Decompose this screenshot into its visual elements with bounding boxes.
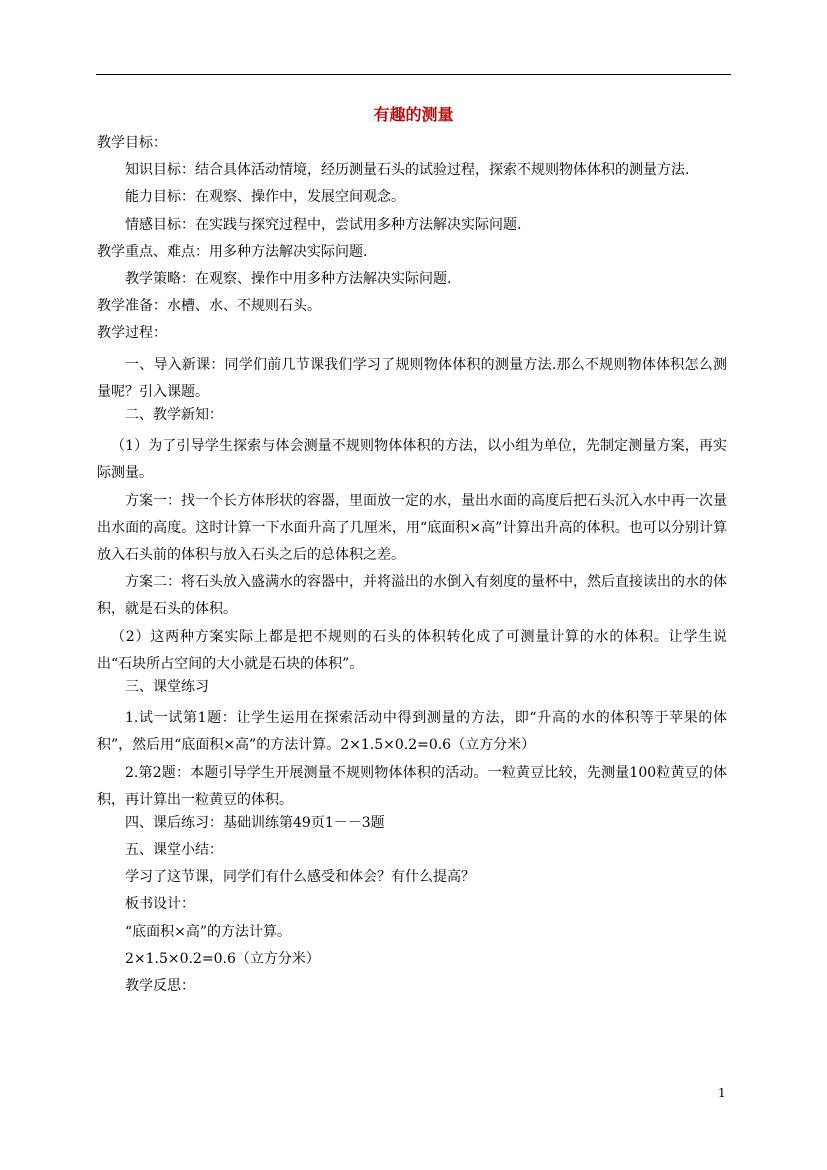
- reflection-heading: 教学反思：: [125, 978, 195, 995]
- practice-heading: 三、课堂练习: [125, 678, 209, 695]
- homework-line: 四、课后练习：基础训练第49页1－－3题: [125, 814, 385, 831]
- exercise-one-paragraph: 1.试一试第1题：让学生运用在探索活动中得到测量的方法，即“升高的水的体积等于苹果的体积”，然后用“底面积×高”的方法计算。2×1.5×0.2=0.6（立方分米）: [97, 710, 727, 754]
- summary-text: 学习了这节课，同学们有什么感受和体会？有什么提高？: [125, 869, 475, 886]
- summary-heading: 五、课堂小结：: [125, 842, 223, 859]
- key-points: 教学重点、难点：用多种方法解决实际问题.: [97, 243, 368, 260]
- document-body: [97, 134, 727, 1004]
- plan-two-paragraph: 方案二：将石头放入盛满水的容器中，并将溢出的水倒入有刻度的量杯中，然后直接读出的水的体积，就是石头的体积。: [97, 574, 727, 618]
- plan-one-paragraph: 方案一：找一个长方体形状的容器，里面放一定的水，量出水面的高度后把石头沉入水中再一次量出水面的高度。这时计算一下水面升高了几厘米，用“底面积×高”计算出升高的体积。也可以分别计算放入石头前的体积与放入石头之后的总体积之差。: [97, 492, 727, 563]
- board-design-heading: 板书设计：: [125, 896, 195, 913]
- exercise-two-paragraph: 2.第2题：本题引导学生开展测量不规则物体体积的活动。一粒黄豆比较，先测量100粒黄豆的体积，再计算出一粒黄豆的体积。: [97, 764, 727, 808]
- teaching-process-heading: 教学过程：: [97, 325, 167, 342]
- teaching-strategy: 教学策略：在观察、操作中用多种方法解决实际问题.: [125, 270, 452, 287]
- ability-goal: 能力目标：在观察、操作中，发展空间观念。: [125, 189, 405, 206]
- teaching-preparation: 教学准备：水槽、水、不规则石头。: [97, 298, 321, 315]
- page-number: 1: [718, 1086, 726, 1100]
- board-formula: 2×1.5×0.2=0.6（立方分米）: [125, 950, 320, 967]
- knowledge-goal: 知识目标：结合具体活动情境，经历测量石头的试验过程，探索不规则物体体积的测量方法.: [125, 162, 690, 179]
- board-formula-label: “底面积×高”的方法计算。: [125, 923, 292, 940]
- conversion-paragraph: （2）这两种方案实际上都是把不规则的石头的体积转化成了可测量计算的水的体积。让学生说出“石块所占空间的大小就是石块的体积”。: [97, 628, 727, 672]
- emotion-goal: 情感目标：在实践与探究过程中，尝试用多种方法解决实际问题.: [125, 216, 522, 233]
- method-intro-paragraph: （1）为了引导学生探索与体会测量不规则物体体积的方法，以小组为单位，先制定测量方案，再实际测量。: [97, 438, 727, 482]
- intro-paragraph: 一、导入新课：同学们前几节课我们学习了规则物体体积的测量方法.那么不规则物体体积怎么测量呢？引入课题。: [97, 356, 727, 400]
- new-knowledge-heading: 二、教学新知：: [125, 406, 223, 423]
- document-title: 有趣的测量: [373, 105, 454, 124]
- header-rule: [96, 74, 731, 75]
- teaching-goals-heading: 教学目标：: [97, 135, 167, 151]
